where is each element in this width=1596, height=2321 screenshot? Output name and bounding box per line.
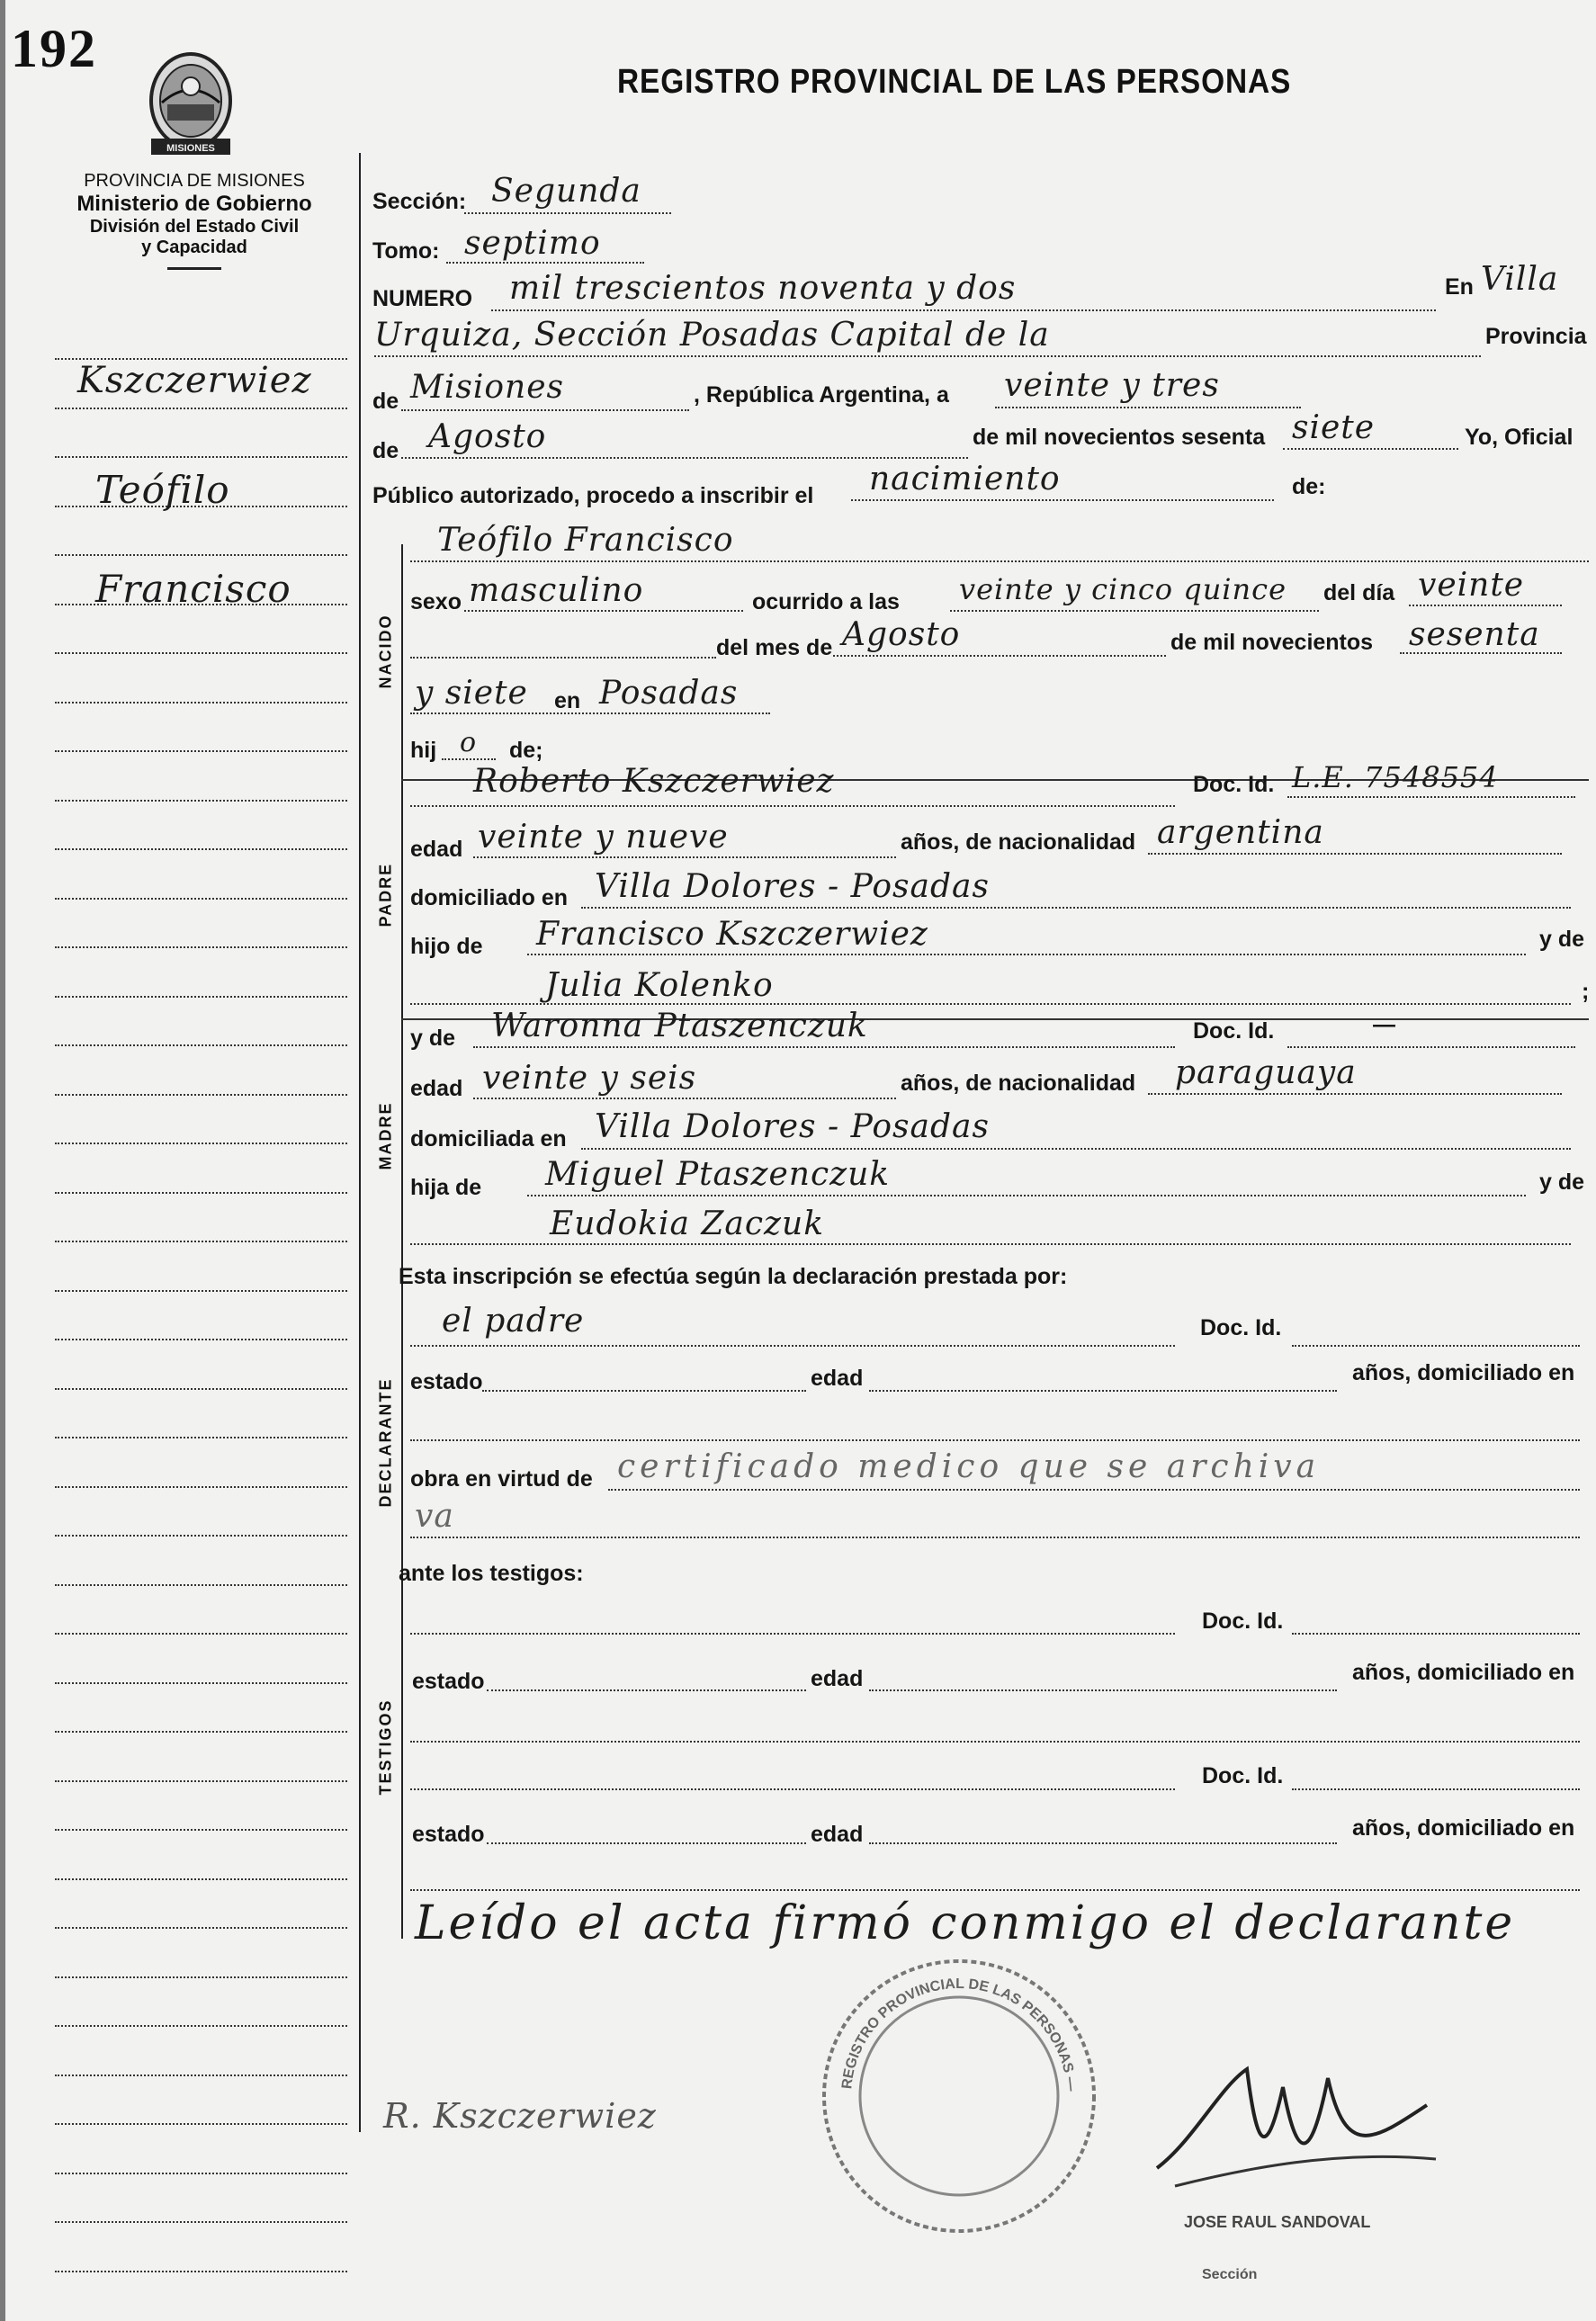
value-madre-y-de: Eudokia Zaczuk bbox=[550, 1205, 825, 1242]
stamp-officer-name: JOSE RAUL SANDOVAL bbox=[1184, 2213, 1371, 2231]
label-declarante-estado: estado bbox=[410, 1369, 483, 1394]
label-testigo2-doc: Doc. Id. bbox=[1202, 1763, 1284, 1788]
margin-rule bbox=[55, 2271, 347, 2272]
signature-right bbox=[1139, 2033, 1454, 2213]
rule bbox=[581, 1148, 1571, 1150]
label-del-mes: del mes de bbox=[716, 635, 833, 660]
rule bbox=[1148, 853, 1562, 855]
label-madre-edad: edad bbox=[410, 1076, 463, 1101]
divider bbox=[167, 267, 221, 270]
section-label-madre: MADRE bbox=[376, 1101, 395, 1170]
margin-rule bbox=[55, 408, 347, 409]
label-de-semi: de; bbox=[509, 738, 543, 763]
label-del-dia: del día bbox=[1323, 580, 1395, 605]
section-divider bbox=[401, 544, 403, 1939]
ministry-name: Ministerio de Gobierno bbox=[76, 192, 312, 216]
value-fecha-dia: veinte y tres bbox=[1004, 367, 1220, 404]
value-padre-nombre: Roberto Kszczerwiez bbox=[473, 763, 835, 800]
margin-rule bbox=[55, 1682, 347, 1684]
rule bbox=[950, 610, 1319, 612]
rule bbox=[869, 1842, 1337, 1844]
margin-rule bbox=[55, 702, 347, 703]
value-en: Villa bbox=[1481, 261, 1559, 298]
label-hij: hij bbox=[410, 738, 437, 763]
rule bbox=[410, 1003, 1571, 1005]
rule bbox=[1287, 796, 1575, 798]
page-title: REGISTRO PROVINCIAL DE LAS PERSONAS bbox=[617, 63, 1292, 101]
rule bbox=[410, 1439, 1580, 1441]
label-madre-doc: Doc. Id. bbox=[1193, 1018, 1275, 1044]
label-esta-inscripcion: Esta inscripción se efectúa según la declaración prestada por: bbox=[399, 1264, 1068, 1289]
label-de-colon: de: bbox=[1292, 474, 1326, 499]
label-padre-doc: Doc. Id. bbox=[1193, 772, 1275, 797]
value-madre-nac: paraguaya bbox=[1175, 1054, 1357, 1091]
margin-rule bbox=[55, 2173, 347, 2174]
label-ocurrido: ocurrido a las bbox=[752, 589, 900, 614]
rule bbox=[464, 610, 743, 612]
rule bbox=[473, 1098, 896, 1099]
rule bbox=[410, 1633, 1175, 1635]
rule bbox=[1400, 652, 1562, 654]
value-mes-nac: Agosto bbox=[842, 616, 961, 653]
label-testigo1-estado: estado bbox=[412, 1669, 485, 1694]
margin-rule bbox=[55, 1339, 347, 1340]
value-lugar: Posadas bbox=[599, 675, 739, 712]
label-tomo: Tomo: bbox=[372, 238, 440, 264]
value-madre-edad: veinte y seis bbox=[482, 1060, 697, 1097]
label-de-mes: de bbox=[372, 438, 399, 463]
label-en-lugar: en bbox=[554, 688, 581, 713]
rule bbox=[608, 1489, 1580, 1491]
label-madre-hija-de: hija de bbox=[410, 1175, 482, 1200]
division-name-2: y Capacidad bbox=[141, 237, 247, 257]
label-testigo1-anos: años, domiciliado en bbox=[1352, 1660, 1575, 1685]
rule bbox=[410, 560, 1589, 562]
margin-rule bbox=[55, 1780, 347, 1782]
label-numero: NUMERO bbox=[372, 286, 473, 311]
section-label-padre: PADRE bbox=[376, 862, 395, 928]
stamp-text: REGISTRO PROVINCIAL DE LAS PERSONAS — bbox=[839, 1976, 1080, 2092]
label-madre-dom: domiciliada en bbox=[410, 1126, 567, 1152]
value-dia: veinte bbox=[1418, 567, 1525, 604]
rule bbox=[869, 1390, 1337, 1392]
rule bbox=[473, 1046, 1175, 1048]
value-padre-dom: Villa Dolores - Posadas bbox=[595, 868, 990, 905]
value-seccion: Segunda bbox=[491, 173, 641, 210]
rule bbox=[1292, 1788, 1580, 1790]
rule bbox=[410, 1741, 1580, 1743]
rule bbox=[851, 499, 1274, 501]
issuer-block bbox=[32, 171, 356, 270]
rule bbox=[1283, 448, 1458, 450]
section-label-declarante: DECLARANTE bbox=[376, 1377, 395, 1508]
value-anio-nac-cont: y siete bbox=[415, 675, 528, 712]
value-padre-nac: argentina bbox=[1157, 814, 1324, 851]
margin-rule bbox=[55, 2221, 347, 2223]
label-testigo1-edad: edad bbox=[811, 1666, 864, 1691]
rule bbox=[410, 805, 1175, 807]
margin-rule bbox=[55, 1535, 347, 1537]
margin-rule bbox=[55, 1486, 347, 1488]
margin-rule bbox=[55, 1094, 347, 1096]
rule bbox=[1148, 1093, 1562, 1095]
label-madre-y-de-2: y de bbox=[1539, 1169, 1585, 1195]
rule bbox=[527, 1195, 1526, 1196]
label-yo-oficial: Yo, Oficial bbox=[1465, 425, 1574, 450]
value-obra-cont: va bbox=[415, 1498, 454, 1535]
margin-rule bbox=[55, 1143, 347, 1144]
label-seccion: Sección: bbox=[372, 189, 467, 214]
rule bbox=[581, 907, 1571, 909]
value-padre-y-de: Julia Kolenko bbox=[545, 967, 774, 1004]
label-madre-y-de: y de bbox=[410, 1026, 456, 1051]
value-madre-doc: — bbox=[1373, 1012, 1395, 1037]
margin-divider bbox=[359, 153, 361, 2132]
value-nombre: Teófilo Francisco bbox=[437, 522, 734, 559]
margin-rule bbox=[55, 1044, 347, 1046]
rule bbox=[491, 309, 1436, 311]
rule bbox=[410, 1889, 1580, 1891]
value-madre-nombre: Waronna Ptaszenczuk bbox=[491, 1008, 868, 1044]
margin-surname: Kszczerwiez bbox=[77, 360, 312, 401]
label-provincia: Provincia bbox=[1485, 324, 1587, 349]
seal-ribbon-text: MISIONES bbox=[166, 143, 215, 154]
label-padre-y-de: y de bbox=[1539, 927, 1585, 952]
margin-rule bbox=[55, 652, 347, 654]
rule bbox=[833, 655, 1166, 657]
label-obra: obra en virtud de bbox=[410, 1466, 593, 1492]
value-cierre: Leído el acta firmó conmigo el declarante bbox=[415, 1896, 1516, 1950]
margin-rule bbox=[55, 1241, 347, 1242]
value-madre-dom: Villa Dolores - Posadas bbox=[595, 1108, 990, 1145]
margin-rule bbox=[55, 898, 347, 900]
official-stamp bbox=[815, 1952, 1103, 2240]
rule bbox=[487, 1689, 806, 1691]
label-padre-nac: años, de nacionalidad bbox=[901, 829, 1136, 855]
rule bbox=[1292, 1633, 1580, 1635]
margin-rule bbox=[55, 848, 347, 850]
label-de-mil-nov: de mil novecientos bbox=[1170, 630, 1374, 655]
value-padre-hijo-de: Francisco Kszczerwiez bbox=[536, 916, 928, 953]
label-republica: , República Argentina, a bbox=[694, 382, 949, 408]
rule bbox=[410, 657, 716, 659]
rule bbox=[401, 409, 689, 411]
margin-rule bbox=[55, 1878, 347, 1880]
value-madre-hija-de: Miguel Ptaszenczuk bbox=[545, 1156, 891, 1193]
label-testigo1-doc: Doc. Id. bbox=[1202, 1609, 1284, 1634]
margin-rule bbox=[55, 996, 347, 998]
province-name: PROVINCIA DE MISIONES bbox=[84, 171, 305, 191]
value-padre-doc: L.E. 7548554 bbox=[1292, 760, 1499, 794]
value-hora: veinte y cinco quince bbox=[959, 572, 1287, 606]
label-padre-dom: domiciliado en bbox=[410, 885, 569, 910]
margin-rule bbox=[55, 2025, 347, 2027]
margin-rule bbox=[55, 1437, 347, 1438]
label-publico: Público autorizado, procedo a inscribir el bbox=[372, 483, 814, 508]
margin-rule bbox=[55, 554, 347, 556]
margin-rule bbox=[55, 1388, 347, 1390]
label-de-prov: de bbox=[372, 389, 399, 414]
rule bbox=[410, 1788, 1175, 1790]
margin-rule bbox=[55, 1927, 347, 1929]
rule bbox=[482, 1390, 806, 1392]
rule bbox=[869, 1689, 1337, 1691]
rule bbox=[410, 712, 770, 714]
label-sexo: sexo bbox=[410, 589, 462, 614]
margin-rule bbox=[55, 1290, 347, 1292]
margin-rule bbox=[55, 800, 347, 802]
value-anio: siete bbox=[1292, 409, 1376, 446]
province-seal bbox=[140, 45, 241, 162]
rule bbox=[1292, 1345, 1580, 1347]
label-padre-edad: edad bbox=[410, 837, 463, 862]
value-numero: mil trescientos noventa y dos bbox=[509, 270, 1017, 307]
margin-rule bbox=[55, 1192, 347, 1194]
label-en: En bbox=[1445, 274, 1474, 300]
label-madre-nac: años, de nacionalidad bbox=[901, 1071, 1136, 1096]
value-en-cont: Urquiza, Sección Posadas Capital de la bbox=[374, 317, 1050, 354]
label-declarante-doc: Doc. Id. bbox=[1200, 1315, 1282, 1340]
margin-rule bbox=[55, 1731, 347, 1733]
value-sexo: masculino bbox=[469, 572, 644, 609]
section-label-testigos: TESTIGOS bbox=[376, 1698, 395, 1796]
label-padre-hijo-de: hijo de bbox=[410, 934, 483, 959]
value-hij-suffix: o bbox=[460, 727, 478, 758]
label-declarante-edad: edad bbox=[811, 1366, 864, 1391]
rule bbox=[1287, 1046, 1575, 1048]
value-obra: certificado medico que se archiva bbox=[617, 1448, 1321, 1485]
stamp-officer-section: Sección bbox=[1202, 2267, 1258, 2282]
label-testigo2-anos: años, domiciliado en bbox=[1352, 1815, 1575, 1841]
rule bbox=[1409, 605, 1562, 606]
rule bbox=[374, 355, 1481, 357]
rule bbox=[401, 457, 968, 459]
rule bbox=[473, 856, 896, 858]
margin-rule bbox=[55, 1976, 347, 1978]
rule bbox=[442, 758, 496, 760]
value-anio-nac: sesenta bbox=[1409, 616, 1540, 653]
rule bbox=[995, 407, 1301, 408]
margin-rule bbox=[55, 750, 347, 752]
section-label-nacido: NACIDO bbox=[376, 614, 395, 689]
margin-rule bbox=[55, 456, 347, 458]
margin-rule bbox=[55, 2123, 347, 2125]
rule bbox=[410, 1243, 1571, 1245]
margin-rule bbox=[55, 1584, 347, 1586]
label-testigo2-edad: edad bbox=[811, 1822, 864, 1847]
svg-text:REGISTRO PROVINCIAL DE LAS PER bbox=[815, 1952, 1079, 2096]
rule bbox=[410, 1537, 1580, 1538]
label-semicolon: ; bbox=[1582, 979, 1590, 1004]
margin-rule bbox=[55, 1829, 347, 1831]
value-declarante: el padre bbox=[442, 1303, 585, 1340]
label-declarante-anos: años, domiciliado en bbox=[1352, 1360, 1575, 1385]
rule bbox=[464, 212, 671, 214]
signature-left: R. Kszczerwiez bbox=[383, 2096, 657, 2136]
value-padre-edad: veinte y nueve bbox=[478, 819, 729, 856]
value-mes: Agosto bbox=[428, 418, 547, 455]
margin-first-name: Teófilo bbox=[95, 468, 230, 512]
division-name: División del Estado Civil bbox=[89, 217, 300, 237]
value-provincia: Misiones bbox=[410, 369, 565, 406]
margin-rule bbox=[55, 2075, 347, 2076]
margin-rule bbox=[55, 1633, 347, 1635]
rule bbox=[487, 1842, 806, 1844]
label-testigo2-estado: estado bbox=[412, 1822, 485, 1847]
rule bbox=[446, 262, 644, 264]
margin-rule bbox=[55, 946, 347, 948]
label-de-mil: de mil novecientos sesenta bbox=[973, 425, 1266, 450]
value-tomo: septimo bbox=[464, 225, 601, 262]
rule bbox=[527, 954, 1526, 955]
label-ante: ante los testigos: bbox=[399, 1561, 584, 1586]
margin-second-name: Francisco bbox=[95, 567, 291, 611]
rule bbox=[410, 1345, 1175, 1347]
page-number: 192 bbox=[11, 19, 97, 78]
value-acto: nacimiento bbox=[869, 461, 1061, 497]
